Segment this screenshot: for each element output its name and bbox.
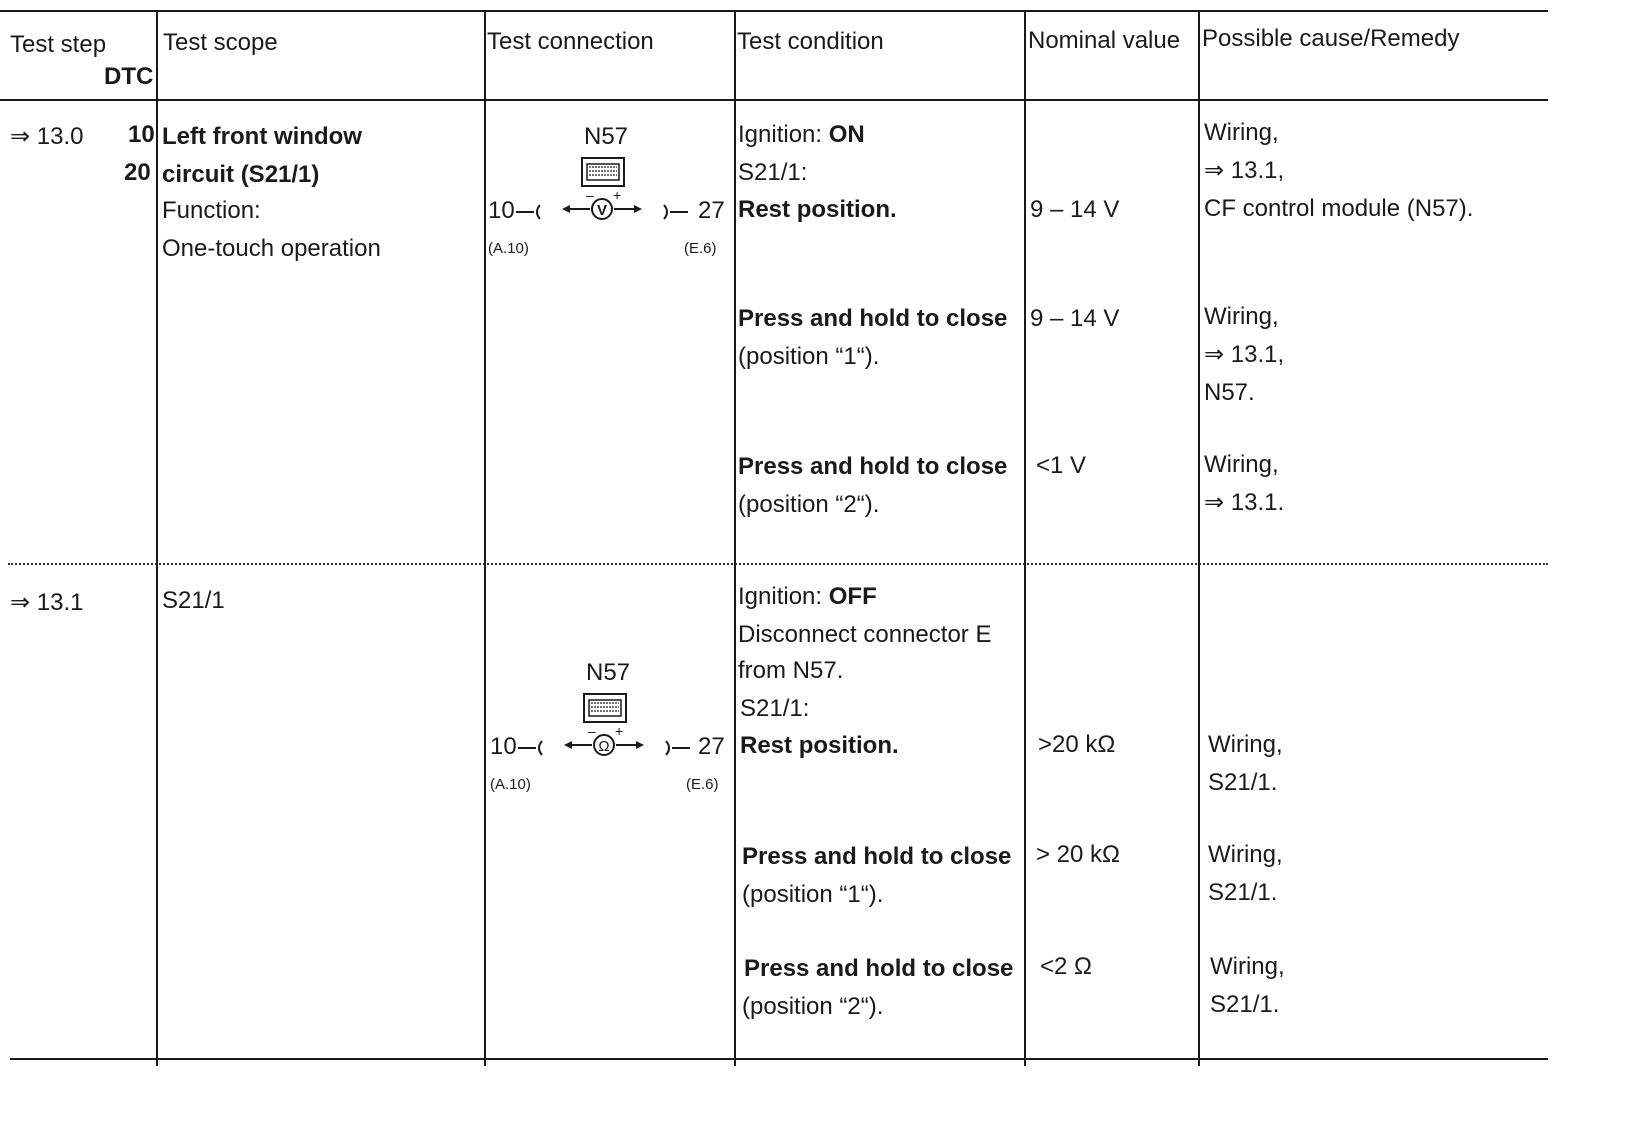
ref-right: (E.6) [684, 240, 717, 257]
remedy-line: Wiring, [1208, 841, 1283, 868]
plus-sign: + [613, 190, 622, 203]
condition-press-close-2: Press and hold to close [744, 955, 1014, 982]
scope-title: S21/1 [162, 587, 225, 614]
header-dtc: DTC [104, 63, 154, 90]
remedy-line: S21/1. [1210, 991, 1280, 1018]
control-module-icon [580, 156, 626, 188]
header-test-condition: Test condition [737, 28, 884, 55]
remedy-line: S21/1. [1208, 769, 1278, 796]
nominal-value: > 20 kΩ [1036, 841, 1120, 868]
ignition-label: Ignition: [738, 583, 829, 610]
remedy-line: ⇒ 13.1. [1204, 489, 1285, 516]
test-step-13-0: ⇒ 13.0 [10, 123, 84, 150]
remedy-line: ⇒ 13.1, [1204, 341, 1285, 368]
test-step-13-1: ⇒ 13.1 [10, 589, 84, 616]
remedy-line: Wiring, [1208, 731, 1283, 758]
column-divider-5 [1198, 10, 1200, 1066]
voltmeter-icon [516, 190, 696, 232]
control-module-icon [582, 692, 628, 724]
header-test-connection: Test connection [487, 28, 654, 55]
ignition-value: ON [828, 121, 865, 148]
dtc-code-10: 10 [128, 121, 155, 148]
dtc-code-20: 20 [124, 159, 151, 186]
condition-switch-label: S21/1: [738, 159, 808, 186]
nominal-value: <1 V [1036, 452, 1087, 479]
condition-press-close-1: Press and hold to close [738, 305, 1008, 332]
condition-position-2: (position “2“). [742, 993, 884, 1020]
nominal-value: 9 – 14 V [1030, 196, 1120, 223]
header-nominal-value: Nominal value [1028, 27, 1181, 54]
condition-press-close-1: Press and hold to close [742, 843, 1012, 870]
top-rule [0, 10, 1548, 12]
pin-right: 27 [698, 733, 725, 760]
remedy-list [1204, 298, 1284, 412]
pin-left: 10 [488, 197, 515, 224]
remedy-list [1204, 446, 1284, 522]
connection-diagram-resistance [488, 654, 732, 804]
meter-symbol: V [596, 202, 608, 219]
remedy-line: Wiring, [1204, 119, 1279, 146]
meter-symbol: Ω [598, 738, 610, 755]
plus-sign: + [615, 726, 624, 739]
ref-right: (E.6) [686, 776, 719, 793]
remedy-line: Wiring, [1204, 451, 1279, 478]
header-possible-cause: Possible cause/Remedy [1202, 25, 1460, 52]
remedy-line: CF control module (N57). [1204, 195, 1474, 222]
bottom-rule [10, 1058, 1548, 1060]
minus-sign: – [588, 726, 596, 739]
remedy-line: Wiring, [1210, 953, 1285, 980]
remedy-line: Wiring, [1204, 303, 1279, 330]
connection-diagram-voltage [486, 118, 732, 268]
condition-ignition-off [738, 578, 877, 616]
condition-rest-position: Rest position. [738, 196, 897, 223]
remedy-line: ⇒ 13.1, [1204, 157, 1285, 184]
condition-disconnect: Disconnect connector E [738, 621, 992, 648]
remedy-line: N57. [1204, 379, 1255, 406]
scope-title-line-1: Left front window [162, 123, 362, 150]
module-label: N57 [584, 123, 629, 150]
ignition-label: Ignition: [738, 121, 829, 148]
remedy-list [1208, 726, 1283, 802]
ohmmeter-icon [518, 726, 698, 768]
scope-title-line-2: circuit (S21/1) [162, 161, 320, 188]
condition-position-1: (position “1“). [738, 343, 880, 370]
condition-press-close-2: Press and hold to close [738, 453, 1008, 480]
remedy-list [1208, 836, 1283, 912]
condition-position-1: (position “1“). [742, 881, 884, 908]
nominal-value: >20 kΩ [1038, 731, 1116, 758]
minus-sign: – [586, 190, 594, 203]
condition-ignition-on [738, 116, 865, 154]
scope-function-value: One-touch operation [162, 235, 381, 262]
module-label: N57 [586, 659, 631, 686]
pin-right: 27 [698, 197, 725, 224]
column-divider-4 [1024, 10, 1026, 1066]
pin-left: 10 [490, 733, 517, 760]
remedy-list [1210, 948, 1285, 1024]
remedy-list [1204, 114, 1473, 228]
condition-from-module: from N57. [738, 657, 844, 684]
column-divider-3 [734, 10, 736, 1066]
ignition-value: OFF [828, 583, 877, 610]
column-divider-1 [156, 10, 158, 1066]
condition-switch-label: S21/1: [740, 695, 810, 722]
row-separator [8, 563, 1548, 565]
ref-left: (A.10) [488, 240, 529, 257]
nominal-value: <2 Ω [1040, 953, 1092, 980]
remedy-line: S21/1. [1208, 879, 1278, 906]
condition-rest-position: Rest position. [740, 732, 899, 759]
ref-left: (A.10) [490, 776, 531, 793]
scope-function-label: Function: [162, 197, 261, 224]
nominal-value: 9 – 14 V [1030, 305, 1120, 332]
header-test-scope: Test scope [163, 29, 278, 56]
header-test-step: Test step [10, 31, 107, 58]
condition-position-2: (position “2“). [738, 491, 880, 518]
header-bottom-rule [0, 99, 1548, 101]
